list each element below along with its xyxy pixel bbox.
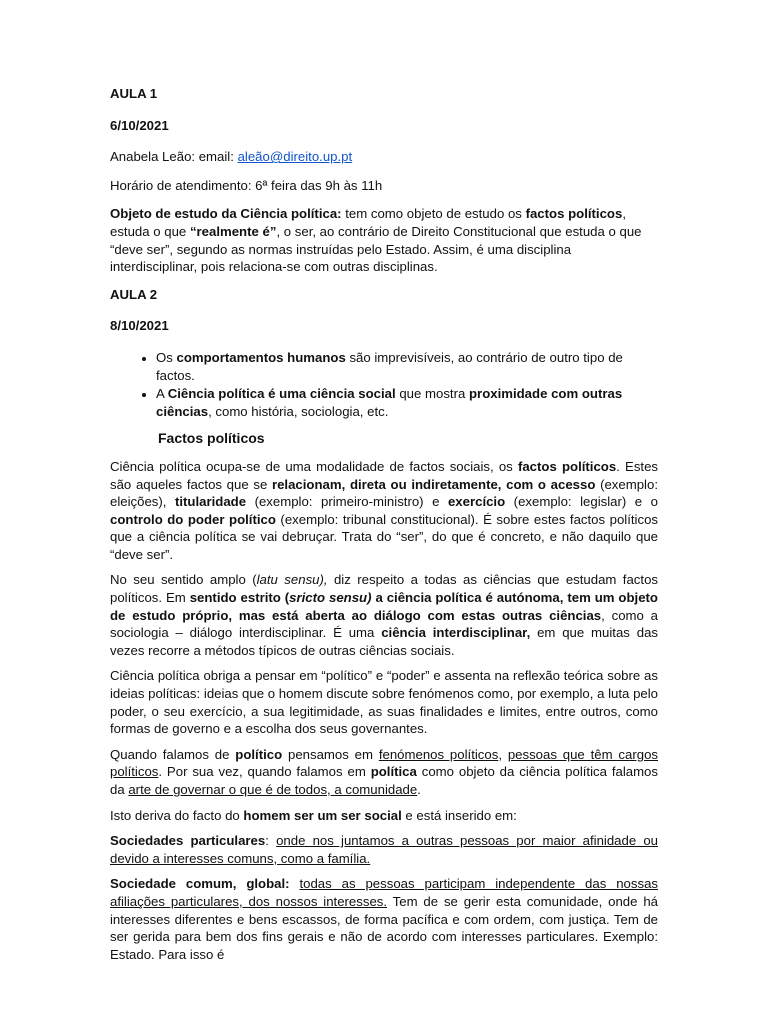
document-page	[110, 85, 658, 971]
p5-bold-1: homem ser um ser social	[243, 807, 402, 823]
bullet1-bold-1: comportamentos humanos	[176, 349, 346, 365]
p5-text-2: e está inserido em:	[401, 807, 517, 823]
p1-bold-4: exercício	[447, 494, 506, 510]
p6-text-1: :	[265, 833, 277, 849]
p6-bold-1: Sociedades particulares	[110, 833, 266, 849]
paragraph-deriva	[110, 807, 658, 825]
p7-bold-1: Sociedade comum, global:	[110, 876, 290, 892]
p2-text-4: em que muitas das vezes recorre a métodos típicos de outras ciências sociais.	[110, 625, 658, 658]
p1-text-1: Ciência política ocupa-se de uma modalidade de factos sociais, os	[110, 458, 518, 474]
p4-text-1: Quando falamos de	[110, 746, 236, 762]
p2-italic-1: latu sensu),	[256, 572, 328, 588]
p4-underline-1: fenómenos políticos	[378, 746, 499, 762]
teacher-line	[110, 148, 658, 166]
p4-text-2: pensamos em	[282, 746, 379, 762]
p2-text-1: No seu sentido amplo (	[110, 572, 257, 588]
paragraph-sociedade-comum	[110, 875, 658, 963]
p2-bold-3: ciência interdisciplinar,	[381, 625, 531, 641]
p1-bold-3: titularidade	[174, 494, 247, 510]
p1-text-4: (exemplo: primeiro-ministro) e	[246, 494, 448, 510]
lesson2-date: 8/10/2021	[110, 318, 169, 334]
list-item	[156, 385, 658, 420]
bullet2-bold-1: Ciência política é uma ciência social	[167, 386, 396, 402]
p1-text-3: (exemplo: eleições),	[110, 476, 658, 510]
paragraph-factos	[110, 458, 658, 564]
object-bold-1: factos políticos	[525, 206, 623, 222]
p7-text-2: Tem de se gerir esta comunidade, onde há interesses diferentes e bens escassos, de forma pacífica e com ordem, com justiça. Tem de ser gerida para bem dos fins gerais e não de acordo com interesses particulares. Exemplo: Estado. Para isso é	[110, 893, 658, 962]
p2-bold-1: sentido estrito (	[189, 590, 290, 606]
p1-bold-2: relacionam, direta ou indiretamente, com o acesso	[271, 476, 596, 492]
p2-text-3: , como a sociologia – diálogo interdisciplinar. É uma	[110, 607, 658, 641]
object-text-3: , o ser, ao contrário de Direito Constitucional que estuda o que “deve ser”, segundo as normas instruídas pelo Estado. Assim, é uma disciplina interdisciplinar, pois relaciona-se com outras disciplinas.	[110, 223, 642, 275]
object-text-2: , estuda o que	[110, 206, 626, 239]
p2-bold-italic-1: sricto sensu)	[289, 590, 372, 606]
p2-bold-2: a ciência política é autónoma, tem um objeto de estudo próprio, mas está aberta ao diálogo com estas outras ciências	[110, 590, 658, 623]
p4-bold-2: política	[370, 764, 417, 780]
lesson1-date: 6/10/2021	[110, 117, 169, 133]
p4-bold-1: político	[235, 746, 283, 762]
list-item	[156, 349, 658, 384]
office-hours: Horário de atendimento: 6ª feira das 9h às 11h	[110, 177, 383, 193]
lesson1-title: AULA 1	[110, 86, 158, 101]
teacher-email-link[interactable]: aleão@direito.up.pt	[237, 149, 353, 165]
p1-text-6: (exemplo: tribunal constitucional). É sobre estes factos políticos que a ciência política se vai debruçar. Trata do “ser”, do que é concreto, e não daquilo que “deve ser”.	[110, 511, 658, 562]
lesson2-title: AULA 2	[110, 286, 158, 302]
p1-text-5: (exemplo: legislar) e o	[505, 494, 658, 510]
p7-underline-1: todas as pessoas participam independente das nossas afiliações particulares, dos nossos interesses.	[110, 876, 658, 909]
p5-text-1: Isto deriva do facto do	[110, 807, 244, 823]
paragraph-sentido	[110, 571, 658, 659]
p1-bold-5: controlo do poder político	[110, 511, 276, 527]
object-paragraph	[110, 205, 658, 275]
object-bold-2: “realmente é”	[189, 223, 277, 239]
bullet2-text-3: , como história, sociologia, etc.	[208, 403, 389, 419]
teacher-prefix: Anabela Leão: email:	[110, 149, 238, 165]
section-subheading: Factos políticos	[158, 430, 265, 447]
bullet1-text-1: Os	[156, 349, 177, 365]
p6-underline-1: onde nos juntamos a outras pessoas por maior afinidade ou devido a interesses comuns, como a família.	[110, 833, 659, 866]
p4-underline-3: arte de governar o que é de todos, a comunidade	[128, 782, 418, 797]
p4-text-5: como objeto da ciência política falamos da	[110, 764, 658, 797]
p1-bold-1: factos políticos	[517, 458, 617, 474]
paragraph-sociedades-particulares	[110, 832, 658, 867]
bullet2-text-1: A	[156, 386, 168, 402]
object-label: Objeto de estudo da Ciência política:	[110, 206, 342, 222]
p2-text-2: diz respeito a todas as ciências que estudam factos políticos. Em	[110, 572, 658, 606]
p4-text-6: .	[417, 782, 421, 797]
paragraph-politico	[110, 746, 658, 799]
bullet2-bold-2: proximidade com outras ciências	[156, 386, 623, 419]
p7-text-1	[290, 876, 300, 891]
bullet1-text-2: são imprevisíveis, ao contrário de outro tipo de factos.	[156, 349, 623, 383]
p4-text-3: ,	[498, 746, 508, 762]
p4-underline-2: pessoas que têm cargos políticos	[110, 746, 659, 780]
p1-text-2: . Estes são aqueles factos que se	[110, 458, 658, 492]
paragraph-obriga: Ciência política obriga a pensar em “político” e “poder” e assenta na reflexão teórica sobre as ideias políticas: ideias que o homem discute sobre fenómenos como, por exemplo, a luta pelo poder, o seu exercício, a sua legitimidade, as suas finalidades e limites, entre outros, como formas de governo e a escolha dos seus governantes.	[110, 668, 658, 737]
object-text-1: tem como objeto de estudo os	[341, 206, 526, 222]
p4-text-4: . Por sua vez, quando falamos em	[158, 764, 371, 780]
bullet2-text-2: que mostra	[395, 386, 469, 402]
bullet-list	[110, 349, 658, 420]
